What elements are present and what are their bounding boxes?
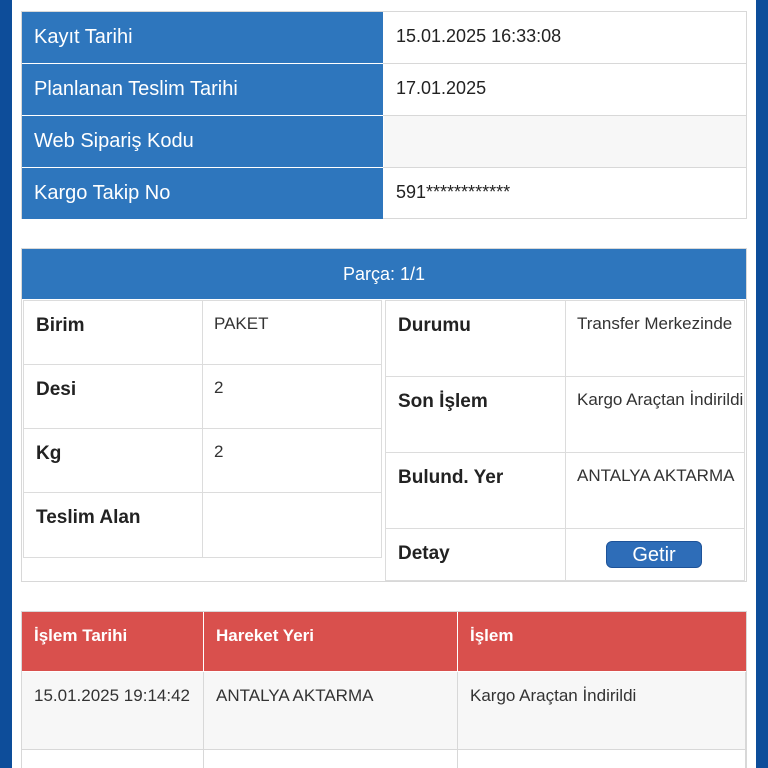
detail-value-received-by <box>202 492 382 558</box>
package-panel <box>21 248 747 582</box>
table-cell-next-row <box>22 750 204 768</box>
detail-key-kg: Kg <box>23 428 203 493</box>
info-value: 591************ <box>396 182 511 202</box>
info-value <box>384 116 746 167</box>
table-cell-action: Kargo Araçtan İndirildi <box>458 672 746 750</box>
package-panel-header: Parça: 1/1 <box>22 249 746 299</box>
detail-key-desi: Desi <box>23 364 203 429</box>
table-cell-next-row <box>458 750 746 768</box>
detail-value-location: ANTALYA AKTARMA <box>565 452 745 529</box>
info-row-planned-delivery <box>22 64 746 116</box>
detail-value-desi: 2 <box>202 364 382 429</box>
table-cell-place: ANTALYA AKTARMA <box>204 672 458 750</box>
info-label: Planlanan Teslim Tarihi <box>22 64 383 115</box>
info-label: Web Sipariş Kodu <box>22 116 383 167</box>
detail-key-location: Bulund. Yer <box>385 452 566 529</box>
info-row-tracking-number <box>22 168 746 220</box>
info-label: Kayıt Tarihi <box>22 12 383 63</box>
detail-value-last-action: Kargo Araçtan İndirildi <box>565 376 745 453</box>
detail-value-status: Transfer Merkezinde <box>565 300 745 377</box>
detail-key-status: Durumu <box>385 300 566 377</box>
info-value: 17.01.2025 <box>384 64 746 115</box>
info-row-registration-date <box>22 12 746 64</box>
detail-key-unit: Birim <box>23 300 203 365</box>
detail-key-detail: Detay <box>385 528 566 581</box>
table-cell-date: 15.01.2025 19:14:42 <box>22 672 204 750</box>
shipment-info-table <box>21 11 747 219</box>
column-header-action: İşlem <box>458 612 746 671</box>
info-label: Kargo Takip No <box>22 168 383 219</box>
detail-value-kg: 2 <box>202 428 382 493</box>
column-header-date: İşlem Tarihi <box>22 612 203 671</box>
info-value: 15.01.2025 16:33:08 <box>396 26 562 46</box>
table-cell-next-row <box>204 750 458 768</box>
detail-key-received-by: Teslim Alan <box>23 492 203 558</box>
column-header-place: Hareket Yeri <box>204 612 457 671</box>
getir-button[interactable]: Getir <box>606 541 702 568</box>
detail-value-unit: PAKET <box>202 300 382 365</box>
detail-key-last-action: Son İşlem <box>385 376 566 453</box>
detail-value-detail <box>565 528 745 581</box>
movements-table <box>21 611 747 768</box>
info-row-web-order-code <box>22 116 746 168</box>
page <box>12 0 756 768</box>
